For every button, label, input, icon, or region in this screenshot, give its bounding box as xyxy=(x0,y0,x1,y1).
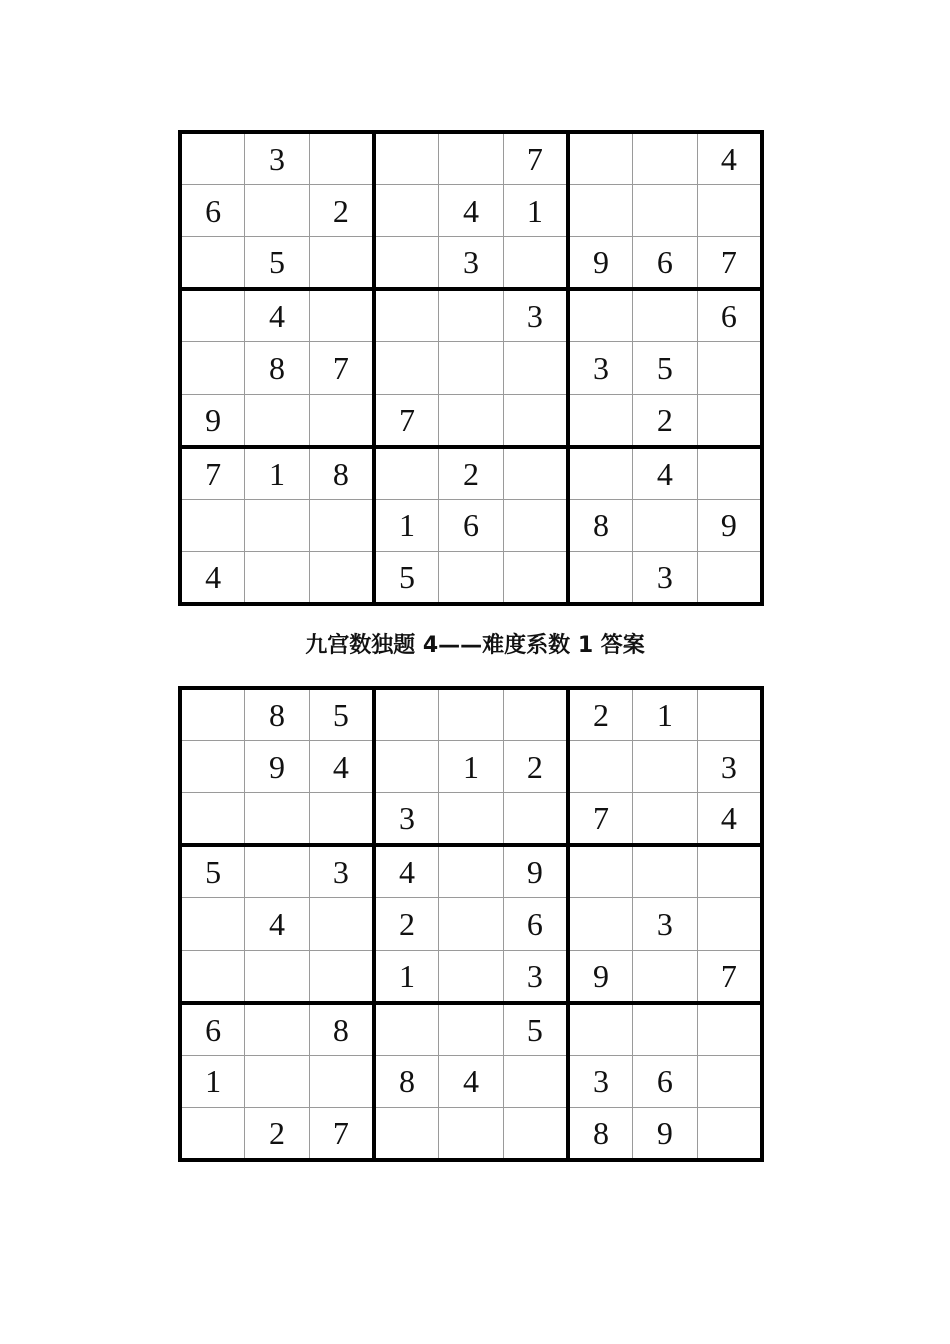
grid-cell xyxy=(439,394,504,446)
grid-cell: 6 xyxy=(633,237,698,289)
grid-cell xyxy=(245,1003,310,1055)
grid-cell xyxy=(503,499,568,551)
grid-row xyxy=(180,289,762,341)
grid-cell xyxy=(180,289,245,341)
grid-cell xyxy=(374,132,439,184)
grid-row xyxy=(180,342,762,394)
grid-cell xyxy=(697,447,762,499)
grid-cell xyxy=(309,1055,374,1107)
grid-cell: 2 xyxy=(503,740,568,792)
grid-cell xyxy=(374,184,439,236)
grid-cell: 8 xyxy=(309,447,374,499)
grid-cell: 7 xyxy=(503,132,568,184)
grid-cell xyxy=(309,793,374,845)
grid-cell xyxy=(374,1108,439,1161)
grid-cell xyxy=(697,552,762,605)
grid-cell: 3 xyxy=(374,793,439,845)
grid-cell xyxy=(568,447,633,499)
grid-cell xyxy=(180,950,245,1002)
grid-cell: 3 xyxy=(439,237,504,289)
grid-cell: 5 xyxy=(633,342,698,394)
grid-cell: 9 xyxy=(180,394,245,446)
grid-cell: 9 xyxy=(697,499,762,551)
grid-cell: 9 xyxy=(503,845,568,897)
grid-cell xyxy=(374,447,439,499)
grid-cell xyxy=(309,132,374,184)
grid-cell xyxy=(439,688,504,740)
grid-cell xyxy=(697,1108,762,1161)
grid-cell: 4 xyxy=(309,740,374,792)
grid-cell: 5 xyxy=(374,552,439,605)
grid-cell xyxy=(568,898,633,950)
grid-row xyxy=(180,132,762,184)
grid-cell xyxy=(309,552,374,605)
grid-cell xyxy=(697,1055,762,1107)
grid-row xyxy=(180,184,762,236)
grid-row xyxy=(180,898,762,950)
grid-row xyxy=(180,1108,762,1161)
answer-heading: 九宫数独题 4——难度系数 1 答案 xyxy=(305,633,645,658)
grid-cell xyxy=(439,898,504,950)
grid-cell: 9 xyxy=(568,950,633,1002)
grid-row xyxy=(180,740,762,792)
grid-cell xyxy=(568,552,633,605)
grid-cell: 7 xyxy=(697,237,762,289)
grid-cell xyxy=(568,132,633,184)
grid-cell: 1 xyxy=(180,1055,245,1107)
grid-cell: 8 xyxy=(245,342,310,394)
grid-cell: 5 xyxy=(180,845,245,897)
grid-cell xyxy=(503,1055,568,1107)
grid-row xyxy=(180,793,762,845)
grid-cell xyxy=(180,237,245,289)
grid-cell xyxy=(697,688,762,740)
grid-cell: 6 xyxy=(180,184,245,236)
grid-cell xyxy=(697,394,762,446)
grid-cell: 4 xyxy=(180,552,245,605)
grid-cell: 1 xyxy=(374,499,439,551)
grid-cell xyxy=(245,552,310,605)
grid-cell: 3 xyxy=(309,845,374,897)
grid-cell: 5 xyxy=(309,688,374,740)
grid-cell xyxy=(309,237,374,289)
grid-cell xyxy=(309,394,374,446)
grid-cell xyxy=(697,184,762,236)
grid-cell xyxy=(568,845,633,897)
grid-cell: 9 xyxy=(568,237,633,289)
grid-cell xyxy=(245,499,310,551)
grid-cell: 3 xyxy=(245,132,310,184)
grid-cell: 8 xyxy=(568,499,633,551)
grid-row xyxy=(180,688,762,740)
grid-cell xyxy=(633,740,698,792)
grid-cell xyxy=(374,740,439,792)
grid-cell xyxy=(503,552,568,605)
grid-cell: 4 xyxy=(374,845,439,897)
grid-cell: 4 xyxy=(245,898,310,950)
grid-cell: 8 xyxy=(568,1108,633,1161)
grid-cell xyxy=(633,793,698,845)
grid-cell xyxy=(180,342,245,394)
grid-cell xyxy=(633,132,698,184)
grid-cell xyxy=(568,740,633,792)
grid-cell xyxy=(309,499,374,551)
grid-cell: 6 xyxy=(439,499,504,551)
grid-row xyxy=(180,950,762,1002)
grid-cell xyxy=(309,950,374,1002)
grid-cell: 7 xyxy=(180,447,245,499)
grid-cell xyxy=(568,394,633,446)
grid-cell: 3 xyxy=(568,1055,633,1107)
grid-cell: 6 xyxy=(503,898,568,950)
grid-cell xyxy=(439,845,504,897)
grid-cell xyxy=(180,688,245,740)
grid-cell xyxy=(503,688,568,740)
grid-cell: 9 xyxy=(245,740,310,792)
grid-cell xyxy=(245,793,310,845)
grid-cell xyxy=(245,1055,310,1107)
grid-cell: 5 xyxy=(503,1003,568,1055)
grid-cell xyxy=(439,552,504,605)
grid-cell xyxy=(374,688,439,740)
grid-cell xyxy=(568,1003,633,1055)
grid-cell xyxy=(439,342,504,394)
grid-cell: 1 xyxy=(439,740,504,792)
grid-cell xyxy=(245,950,310,1002)
grid-cell: 8 xyxy=(374,1055,439,1107)
grid-cell: 2 xyxy=(439,447,504,499)
grid-cell: 1 xyxy=(503,184,568,236)
grid-cell xyxy=(633,1003,698,1055)
grid-cell: 2 xyxy=(374,898,439,950)
grid-cell: 7 xyxy=(568,793,633,845)
grid-cell xyxy=(633,289,698,341)
grid-cell xyxy=(309,289,374,341)
grid-row xyxy=(180,237,762,289)
grid-cell: 6 xyxy=(697,289,762,341)
grid-cell xyxy=(697,1003,762,1055)
grid-cell xyxy=(180,132,245,184)
grid-cell xyxy=(180,793,245,845)
grid-cell: 8 xyxy=(309,1003,374,1055)
grid-cell xyxy=(503,394,568,446)
sudoku-answer-grid xyxy=(178,686,764,1162)
grid-cell xyxy=(374,289,439,341)
grid-cell xyxy=(633,184,698,236)
grid-cell: 2 xyxy=(568,688,633,740)
grid-cell xyxy=(633,499,698,551)
grid-cell xyxy=(503,793,568,845)
grid-cell xyxy=(503,1108,568,1161)
grid-cell xyxy=(180,740,245,792)
grid-row xyxy=(180,845,762,897)
grid-cell xyxy=(180,499,245,551)
grid-cell: 1 xyxy=(374,950,439,1002)
grid-cell xyxy=(245,394,310,446)
grid-cell: 2 xyxy=(245,1108,310,1161)
grid-cell xyxy=(633,950,698,1002)
grid-cell xyxy=(697,342,762,394)
grid-cell xyxy=(439,1003,504,1055)
grid-cell xyxy=(503,447,568,499)
grid-cell: 5 xyxy=(245,237,310,289)
grid-row xyxy=(180,499,762,551)
grid-cell: 2 xyxy=(309,184,374,236)
grid-cell xyxy=(697,898,762,950)
grid-cell: 2 xyxy=(633,394,698,446)
grid-cell: 3 xyxy=(503,950,568,1002)
grid-row xyxy=(180,552,762,605)
grid-cell: 3 xyxy=(568,342,633,394)
grid-cell: 3 xyxy=(633,898,698,950)
grid-cell xyxy=(180,898,245,950)
grid-cell: 3 xyxy=(697,740,762,792)
grid-cell: 4 xyxy=(697,132,762,184)
grid-row xyxy=(180,1003,762,1055)
grid-cell: 7 xyxy=(697,950,762,1002)
grid-cell: 4 xyxy=(633,447,698,499)
grid-cell: 4 xyxy=(439,184,504,236)
grid-cell: 4 xyxy=(245,289,310,341)
grid-cell: 6 xyxy=(633,1055,698,1107)
grid-row xyxy=(180,447,762,499)
grid-cell: 9 xyxy=(633,1108,698,1161)
grid-cell xyxy=(697,845,762,897)
grid-cell: 6 xyxy=(180,1003,245,1055)
grid-cell xyxy=(374,237,439,289)
grid-cell xyxy=(245,184,310,236)
grid-cell xyxy=(503,237,568,289)
grid-cell: 7 xyxy=(309,1108,374,1161)
grid-cell xyxy=(568,184,633,236)
grid-cell xyxy=(568,289,633,341)
grid-cell xyxy=(374,342,439,394)
grid-row xyxy=(180,1055,762,1107)
sudoku-puzzle-grid xyxy=(178,130,764,606)
grid-cell xyxy=(439,950,504,1002)
grid-cell xyxy=(374,1003,439,1055)
grid-cell xyxy=(503,342,568,394)
grid-cell xyxy=(439,289,504,341)
grid-cell xyxy=(245,845,310,897)
grid-cell: 3 xyxy=(633,552,698,605)
grid-cell xyxy=(439,132,504,184)
grid-cell: 1 xyxy=(633,688,698,740)
grid-row xyxy=(180,394,762,446)
grid-cell xyxy=(439,1108,504,1161)
grid-cell: 3 xyxy=(503,289,568,341)
grid-cell xyxy=(309,898,374,950)
grid-cell xyxy=(439,793,504,845)
grid-cell: 7 xyxy=(309,342,374,394)
grid-cell xyxy=(180,1108,245,1161)
grid-cell: 8 xyxy=(245,688,310,740)
grid-cell xyxy=(633,845,698,897)
grid-cell: 4 xyxy=(439,1055,504,1107)
grid-cell: 4 xyxy=(697,793,762,845)
grid-cell: 1 xyxy=(245,447,310,499)
grid-cell: 7 xyxy=(374,394,439,446)
